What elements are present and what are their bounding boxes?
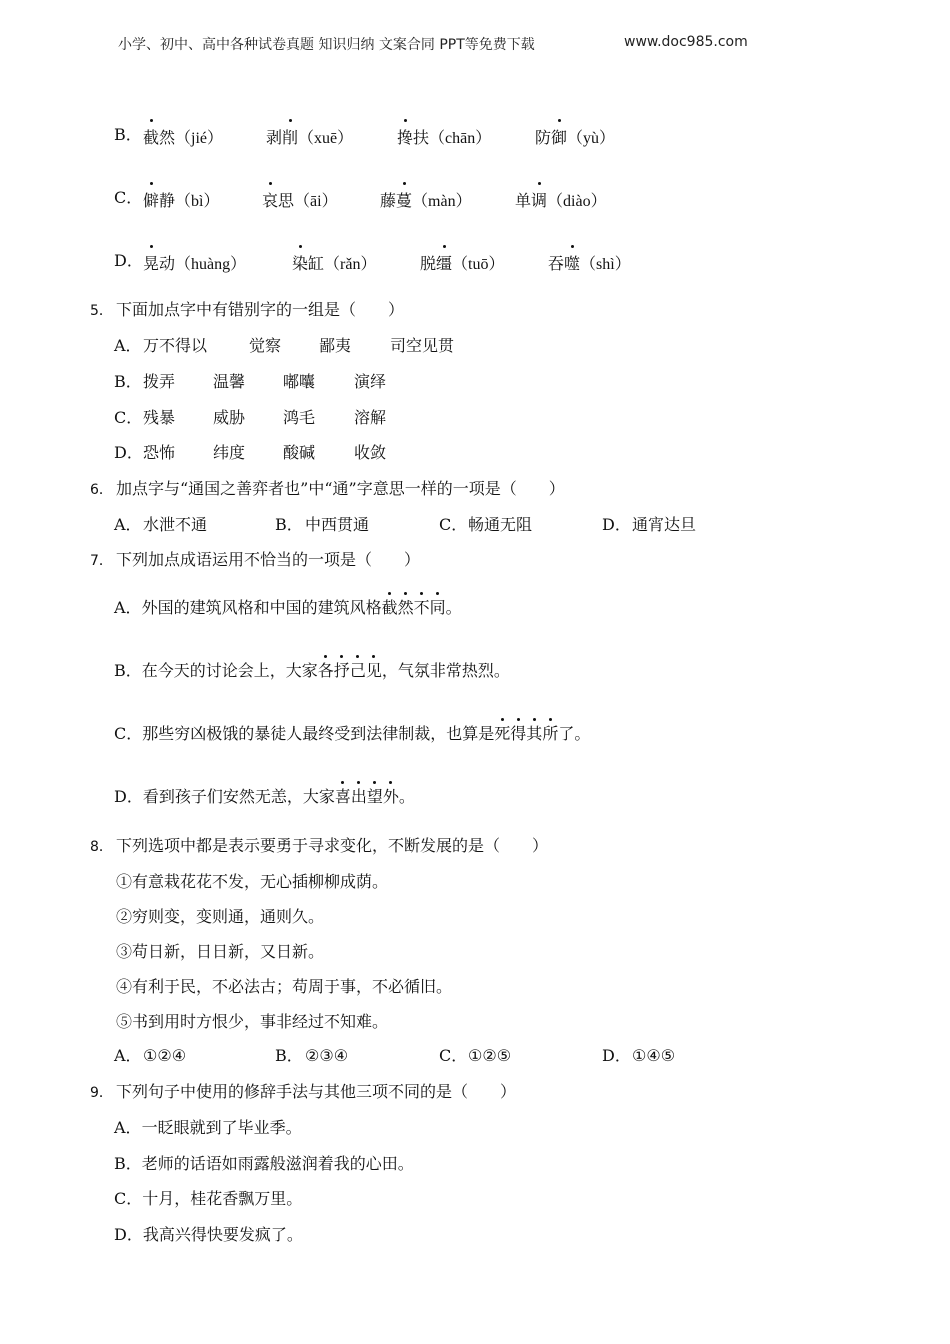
question-number: 6．	[90, 482, 113, 498]
q9-option-a	[114, 1118, 302, 1138]
emphasis-char: 截	[381, 598, 398, 617]
q7-option-c: C．那些穷凶极饿的暴徒人最终受到法律制裁，也算是死得其所了。	[114, 724, 591, 743]
option-label: B．	[275, 1046, 303, 1065]
question-stem: 下面加点字中有错别字的一组是（ ）	[116, 300, 405, 319]
statement-item: ⑤书到用时方恨少，事非经过不知难。	[116, 1012, 389, 1031]
emphasis-char: 哀	[262, 188, 278, 211]
option-text: 水泄不通	[143, 515, 208, 534]
question-number: 7．	[90, 553, 113, 569]
q7-option-d: D．看到孩子们安然无恙，大家喜出望外。	[114, 787, 415, 806]
emphasis-char: 不	[413, 598, 430, 617]
option-word: 觉察	[249, 336, 282, 355]
statement-item: ①有意栽花花不发，无心插柳柳成荫。	[116, 872, 389, 891]
emphasis-char: 其	[526, 724, 543, 743]
q4-d-item-2: 染缸（rǎn）	[292, 251, 376, 274]
option-text: 我高兴得快要发疯了。	[142, 1225, 303, 1244]
option-label: C．	[439, 515, 468, 534]
question-number: 9．	[90, 1085, 113, 1101]
emphasis-char: 抒	[333, 661, 350, 680]
question-stem: 下列句子中使用的修辞手法与其他三项不同的是（ ）	[116, 1082, 517, 1101]
emphasis-char: 搀	[397, 125, 413, 148]
option-word: 鸿毛	[283, 408, 316, 427]
option-label: A．	[114, 1118, 142, 1137]
emphasis-char: 削	[282, 125, 298, 148]
option-text: 老师的话语如雨露般滋润着我的心田。	[141, 1154, 414, 1173]
question-stem: 加点字与“通国之善弈者也”中“通”字意思一样的一项是（ ）	[116, 479, 565, 498]
q4-d-item-3: 脱缰（tuō）	[420, 251, 504, 274]
option-word: 演绎	[354, 372, 387, 391]
emphasis-char: 噬	[564, 251, 580, 274]
option-text: 中西贯通	[305, 515, 370, 534]
option-word: 恐怖	[143, 443, 176, 462]
q4-d-item-1: 晃动（huàng）	[143, 251, 246, 274]
option-label: C．	[114, 408, 143, 427]
q4-b-item-1: 截然（jié）	[143, 125, 223, 148]
option-text: ②③④	[305, 1046, 349, 1065]
header-website[interactable]: www.doc985.com	[624, 34, 748, 50]
q4-d-item-4: 吞噬（shì）	[548, 251, 631, 274]
q4-c-item-2: 哀思（āi）	[262, 188, 338, 211]
q4-b-item-2: 剥削（xuē）	[266, 125, 353, 148]
q4-b-item-3: 搀扶（chān）	[397, 125, 491, 148]
option-word: 嘟囔	[283, 372, 316, 391]
option-label: D．	[114, 443, 143, 462]
option-label: C．	[114, 724, 143, 743]
q9-option-c	[114, 1189, 302, 1209]
emphasis-char: 然	[397, 598, 414, 617]
option-word: 拨弄	[143, 372, 176, 391]
q4-c-item-3: 藤蔓（màn）	[380, 188, 472, 211]
option-text: ①②⑤	[468, 1046, 512, 1065]
q4-c-item-4: 单调（diào）	[515, 188, 607, 211]
q4-b-item-4: 防御（yù）	[535, 125, 615, 148]
emphasis-char: 得	[510, 724, 527, 743]
option-word: 司空见贯	[390, 336, 455, 355]
option-label: B．	[114, 661, 142, 680]
option-text: 十月，桂花香飘万里。	[142, 1189, 303, 1208]
option-label: D．	[602, 515, 631, 534]
option-label: C．	[439, 1046, 468, 1065]
option-label: D．	[114, 1225, 143, 1244]
emphasis-char: 染	[292, 251, 308, 274]
question-number: 5．	[90, 303, 113, 319]
emphasis-char: 出	[350, 787, 367, 806]
header-left-text: 小学、初中、高中各种试卷真题 知识归纳 文案合同 PPT等免费下载	[118, 37, 535, 53]
q9-option-b	[114, 1154, 414, 1174]
q4-c-item-1: 僻静（bì）	[143, 188, 219, 211]
emphasis-char: 望	[366, 787, 383, 806]
emphasis-char: 各	[317, 661, 334, 680]
emphasis-char: 截	[143, 125, 159, 148]
option-word: 鄙夷	[319, 336, 352, 355]
option-label: D．	[114, 251, 143, 270]
emphasis-char: 御	[551, 125, 567, 148]
statement-item: ④有利于民，不必法古；苟周于事，不必循旧。	[116, 977, 453, 996]
option-label: C．	[114, 1189, 143, 1208]
emphasis-char: 同	[429, 598, 446, 617]
option-label: D．	[114, 787, 143, 806]
q7-option-a: A．外国的建筑风格和中国的建筑风格截然不同。	[114, 598, 462, 617]
emphasis-char: 所	[542, 724, 559, 743]
emphasis-char: 死	[494, 724, 511, 743]
option-word: 收敛	[354, 443, 387, 462]
emphasis-char: 缰	[436, 251, 452, 274]
option-word: 纬度	[213, 443, 246, 462]
option-text: 一眨眼就到了毕业季。	[141, 1118, 302, 1137]
option-label: A．	[114, 598, 142, 617]
emphasis-char: 僻	[143, 188, 159, 211]
option-text: ①④⑤	[632, 1046, 676, 1065]
statement-item: ②穷则变，变则通，通则久。	[116, 907, 325, 926]
option-text: 通宵达旦	[632, 515, 697, 534]
option-text: ①②④	[143, 1046, 187, 1065]
emphasis-char: 蔓	[396, 188, 412, 211]
emphasis-char: 调	[531, 188, 547, 211]
option-word: 酸碱	[283, 443, 316, 462]
emphasis-char: 己	[349, 661, 366, 680]
question-stem: 下列选项中都是表示要勇于寻求变化，不断发展的是（ ）	[116, 836, 549, 855]
option-label: A．	[114, 336, 142, 355]
option-label: D．	[602, 1046, 631, 1065]
emphasis-char: 外	[382, 787, 399, 806]
option-label: B．	[114, 1154, 142, 1173]
question-number: 8．	[90, 839, 113, 855]
option-label: B．	[275, 515, 303, 534]
option-word: 溶解	[354, 408, 387, 427]
q9-option-d	[114, 1225, 303, 1245]
emphasis-char: 晃	[143, 251, 159, 274]
option-label: A．	[114, 515, 142, 534]
option-label: A．	[114, 1046, 142, 1065]
option-word: 威胁	[213, 408, 246, 427]
option-word: 残暴	[143, 408, 176, 427]
option-word: 温馨	[213, 372, 246, 391]
option-label: B．	[114, 125, 142, 144]
q7-option-b: B．在今天的讨论会上，大家各抒己见，气氛非常热烈。	[114, 661, 510, 680]
question-stem: 下列加点成语运用不恰当的一项是（ ）	[116, 550, 421, 569]
option-label: C．	[114, 188, 143, 207]
page-header	[0, 34, 950, 56]
statement-item: ③苟日新，日日新，又日新。	[116, 942, 325, 961]
option-word: 万不得以	[143, 336, 208, 355]
emphasis-char: 见	[365, 661, 382, 680]
emphasis-char: 喜	[334, 787, 351, 806]
option-label: B．	[114, 372, 142, 391]
option-text: 畅通无阻	[468, 515, 533, 534]
